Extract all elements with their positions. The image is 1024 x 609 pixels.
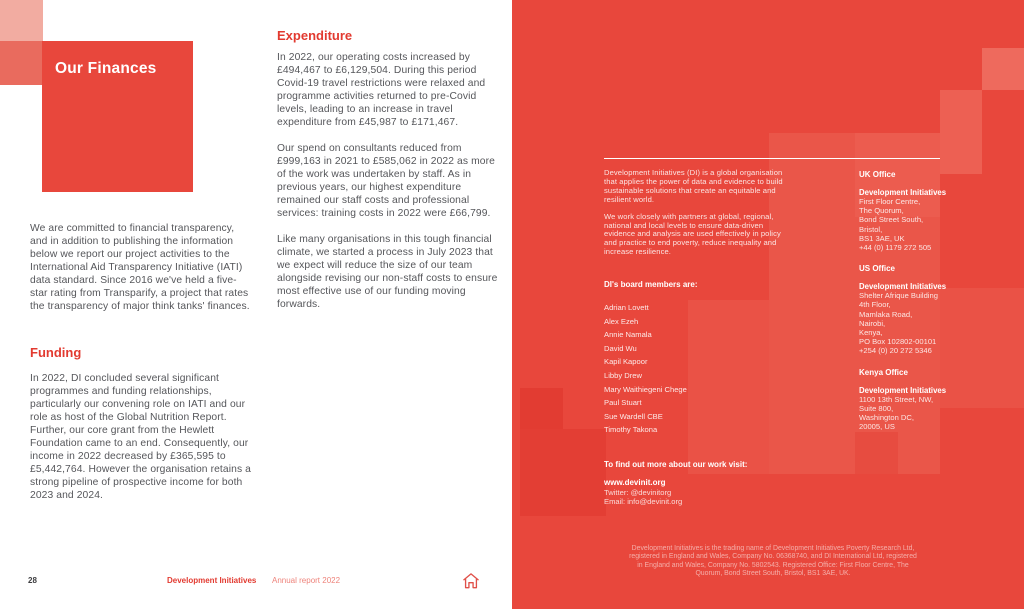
office-address-line: BS1 3AE, UK	[859, 233, 905, 243]
offices-column	[859, 170, 1014, 443]
office-kenya	[859, 368, 1014, 432]
office-address-line: Mamlaka Road,	[859, 309, 913, 319]
divider-rule	[604, 158, 940, 159]
office-address-line: Suite 800,	[859, 403, 894, 413]
website-link[interactable]: www.devinit.org	[604, 478, 666, 487]
office-address-line: Shelter Afrique Building	[859, 291, 938, 301]
office-label: UK Office	[859, 170, 896, 179]
board-member: Alex Ezeh	[604, 316, 639, 326]
decor-block	[982, 48, 1024, 90]
office-address-line: First Floor Centre,	[859, 197, 921, 206]
office-address-line: 4th Floor,	[859, 300, 891, 310]
board-members-heading: DI's board members are:	[604, 280, 698, 289]
office-org: Development Initiatives	[859, 188, 947, 197]
decor-square-pink	[0, 0, 43, 41]
board-member: Mary Waithiegeni Chege	[604, 384, 687, 394]
email-address[interactable]: Email: info@devinit.org	[604, 497, 683, 506]
office-address-line: The Quorum,	[859, 206, 904, 216]
intro-paragraph: We are committed to financial transparency, and in addition to publishing the information below we report our project activities to the International Aid Transparency Initiative (IATI) data standard. Since 2016 we've held a five-star rating from Transparify, a project that rates the transparency of major think tanks' finances.	[30, 223, 250, 312]
office-address-line: PO Box 102802-00101	[859, 337, 937, 347]
board-member: Libby Drew	[604, 370, 642, 380]
right-page	[512, 0, 1024, 609]
footer-brand: Development Initiatives	[167, 576, 257, 585]
home-icon[interactable]	[459, 570, 483, 594]
expenditure-paragraphs	[277, 51, 503, 324]
board-member: Adrian Lovett	[604, 303, 649, 312]
office-label: Kenya Office	[859, 367, 908, 377]
office-address-line: Bristol,	[859, 224, 883, 234]
office-address-line: Kenya,	[859, 328, 883, 338]
about-organisation	[604, 169, 786, 265]
expenditure-paragraph: In 2022, our operating costs increased by £494,467 to £6,129,504. During this period Covid-19 travel restrictions were relaxed and programme activities returned to pre-Covid levels, leading to an increase in travel expenditure from £45,987 to £171,467.	[277, 52, 486, 128]
expenditure-paragraph: Our spend on consultants reduced from £999,163 in 2021 to £585,062 in 2022 as more of the work was undertaken by staff. As in previous years, our highest expenditure remained our staff costs and professional services: training costs in 2022 were £66,799.	[277, 143, 495, 219]
page-title-box	[42, 41, 193, 192]
board-member: Timothy Takona	[604, 425, 658, 435]
board-member: Paul Stuart	[604, 398, 642, 408]
office-org: Development Initiatives	[859, 385, 947, 395]
decor-square-medium-red	[0, 41, 43, 85]
decor-block	[520, 388, 563, 429]
office-address-line: Bond Street South,	[859, 215, 924, 225]
office-address-line: 1100 13th Street, NW,	[859, 394, 934, 404]
legal-registration-text: Development Initiatives is the trading name of Development Initiatives Poverty Research Ltd, registered in England and Wales, Company No. 06368740, and DI International Ltd, registered in England and Wales, Company No. 5802543. Registered Office: First Floor Centre, The Quorum, Bond Street South, Bristol, BS1 3AE, UK.	[629, 545, 917, 578]
expenditure-heading: Expenditure	[277, 28, 353, 43]
about-paragraph: We work closely with partners at global, regional, national and local levels to ensure data-driven evidence and analysis are used effectively in policy and practice to end poverty, reduce inequality and increase resilience.	[604, 211, 781, 257]
expenditure-paragraph: Like many organisations in this tough financial climate, we started a process in July 2023 that we expect will reduce the size of our team alongside revising our non-staff costs to ensure most effective use of our funding moving forwards.	[277, 234, 498, 310]
funding-heading: Funding	[30, 345, 82, 360]
funding-paragraph: In 2022, DI concluded several significant programmes and funding relationships, particularly our convening role on IATI and our role as host of the Global Nutrition Report. Further, our core grant from the Hewlett Foundation came to an end. Consequently, our income in 2022 decreased by £365,595 to £5,442,764. However the organisation retains a strong pipeline of prospective income for both 2023 and 2024.	[30, 373, 251, 501]
board-member: David Wu	[604, 343, 637, 353]
decor-block	[520, 429, 606, 516]
office-org: Development Initiatives	[859, 282, 947, 292]
office-phone: +254 (0) 20 272 5346	[859, 346, 932, 356]
office-address-line: Nairobi,	[859, 318, 886, 328]
board-member: Kapil Kapoor	[604, 357, 648, 367]
office-phone: +44 (0) 1179 272 505	[859, 243, 932, 253]
twitter-handle[interactable]: Twitter: @devinitorg	[604, 488, 672, 497]
footer-report-title: Annual report 2022	[272, 576, 341, 585]
office-uk	[859, 170, 1014, 252]
office-us	[859, 264, 1014, 355]
office-address-line: 20005, US	[859, 422, 895, 432]
board-member: Sue Wardell CBE	[604, 411, 663, 421]
page-number: 28	[28, 576, 37, 585]
board-member: Annie Namala	[604, 330, 652, 340]
contact-block	[604, 478, 682, 506]
page-title: Our Finances	[55, 60, 157, 77]
page-footer	[0, 572, 512, 596]
about-paragraph: Development Initiatives (DI) is a global organisation that applies the power of data and evidence to build sustainable solutions that create an equitable and resilient world.	[604, 168, 783, 204]
office-label: US Office	[859, 264, 896, 274]
board-members-list	[604, 301, 774, 437]
decor-block	[940, 90, 982, 174]
find-out-more-heading: To find out more about our work visit:	[604, 460, 748, 469]
office-address-line: Washington DC,	[859, 413, 915, 423]
